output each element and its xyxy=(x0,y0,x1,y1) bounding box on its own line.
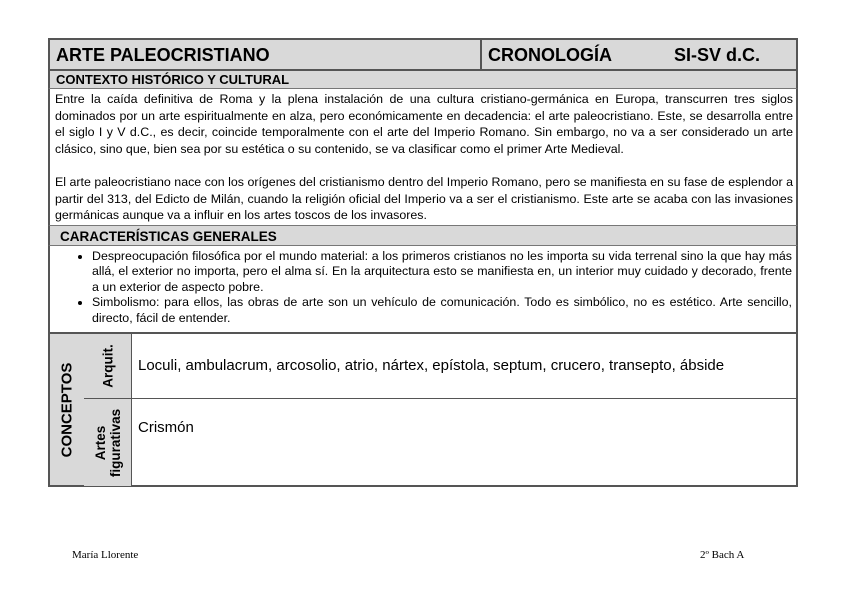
characteristics-heading: CARACTERÍSTICAS GENERALES xyxy=(48,225,798,246)
list-item: • Simbolismo: para ellos, las obras de arte son un vehículo de comunicación. Todo es simbólico, no es estético. Arte sencillo, directo, fácil de entender. xyxy=(92,295,792,326)
chronology-cell xyxy=(482,40,796,69)
figurative-arts-label xyxy=(93,409,123,477)
architecture-label-cell xyxy=(84,334,132,399)
context-text xyxy=(48,89,798,225)
figurative-arts-concepts: Crismón xyxy=(138,419,194,437)
concepts-table xyxy=(48,333,798,487)
row-divider xyxy=(131,398,796,399)
summary-sheet xyxy=(48,38,798,487)
sheet-title: ARTE PALEOCRISTIANO xyxy=(50,40,482,69)
architecture-label: Arquit. xyxy=(100,344,115,388)
context-paragraph: El arte paleocristiano nace con los orígenes del cristianismo dentro del Imperio Romano, pero se manifiesta en su fase de esplendor a partir del 313, del Edicto de Milán, cuando la religión oficial del Imperio va a ser el cristianismo. Este arte se acaba con las invasiones germánicas aunque va a influir en los artes toscos de los invasores. xyxy=(55,174,793,223)
context-heading: CONTEXTO HISTÓRICO Y CULTURAL xyxy=(48,71,798,89)
footer-author: María Llorente xyxy=(72,549,139,561)
concepts-label-cell xyxy=(50,334,85,485)
list-item: • Despreocupación filosófica por el mundo material: a los primeros cristianos no les importa su vida terrenal sino la que hay más allá, el exterior no importa, pero el alma sí. En la arquitectura esto se manifiesta en, un interior muy cuidado y decorado, frente a un exterior de aspecto pobre. xyxy=(92,249,792,296)
chronology-label: CRONOLOGÍA xyxy=(488,45,612,65)
characteristics-list xyxy=(48,246,798,334)
footer-class: 2º Bach A xyxy=(700,549,745,561)
figurative-arts-label-cell xyxy=(84,399,132,486)
context-paragraph: Entre la caída definitiva de Roma y la plena instalación de una cultura cristiano-germánica en Europa, transcurren tres siglos dominados por un arte espiritualmente en alza, pero económicamente en decadencia: el arte paleocristiano. Este, se desarrolla entre el siglo I y V d.C., es decir, coincide temporalmente con el arte del Imperio Romano. Sin embargo, no va a ser considerado un arte clásico, sino que, bien sea por su estética o su contenido, se va clasificar como el primer Arte Medieval. xyxy=(55,92,793,156)
figurative-arts-label-line1: Artes xyxy=(92,425,108,461)
concepts-label: CONCEPTOS xyxy=(58,362,76,458)
figurative-arts-label-line2: figurativas xyxy=(107,408,123,477)
chronology-value: SI-SV d.C. xyxy=(674,45,761,65)
header-row xyxy=(48,38,798,71)
architecture-concepts: Loculi, ambulacrum, arcosolio, atrio, nártex, epístola, septum, crucero, transepto, ábside xyxy=(138,357,725,375)
